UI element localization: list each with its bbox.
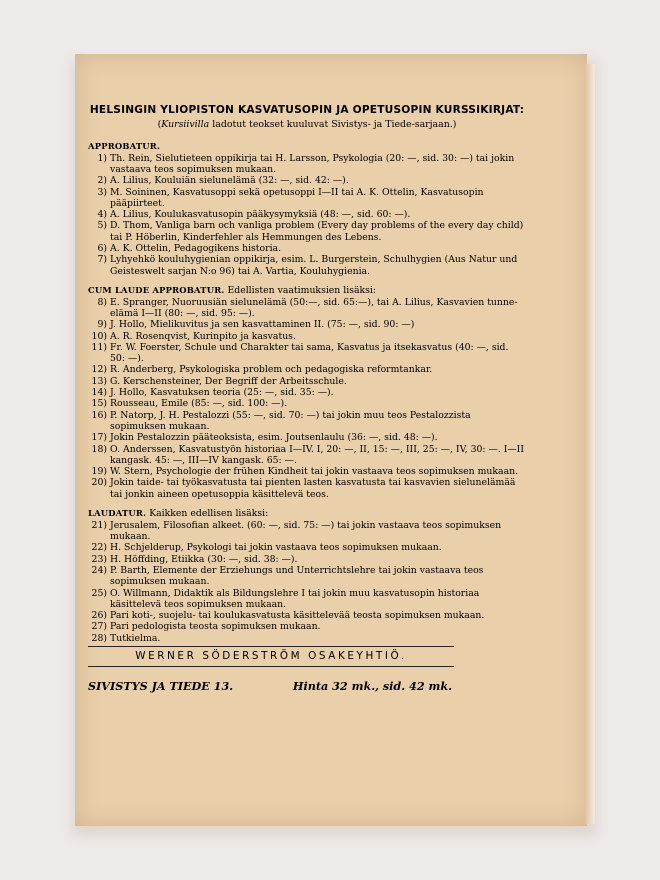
item-number: 5)	[97, 220, 107, 232]
section-heading	[88, 285, 526, 297]
divider-bottom	[88, 666, 454, 667]
list-item	[88, 254, 526, 277]
item-number: 20)	[91, 477, 107, 489]
item-number: 2)	[97, 175, 107, 187]
item-text: E. Spranger, Nuoruusiän sielunelämä (50:—, sid. 65:—), tai A. Lilius, Kasvavien tunne-elämä I—II (80: —, sid. 95: —).	[110, 296, 518, 319]
subtitle-prefix: (	[157, 119, 162, 130]
item-number: 11)	[91, 341, 107, 353]
requirements-list	[88, 141, 526, 644]
series-label: SIVISTYS JA TIEDE 13.	[88, 678, 234, 693]
item-text: A. Lilius, Kouluiän sielunelämä (32: —, sid. 42: —).	[110, 175, 349, 187]
item-number: 25)	[91, 587, 107, 599]
list-item	[88, 220, 526, 243]
list-item	[88, 342, 526, 365]
item-number: 28)	[91, 632, 107, 644]
section-label: LAUDATUR.	[88, 508, 147, 519]
item-text: Th. Rein, Sielutieteen oppikirja tai H. Larsson, Psykologia (20: —, sid. 30: —) tai jokin vastaava teos sopimuksen mukaan.	[110, 152, 515, 175]
section	[88, 141, 526, 277]
item-text: P. Natorp, J. H. Pestalozzi (55: —, sid. 70: —) tai jokin muu teos Pestalozzista sopimuksen mukaan.	[110, 409, 471, 432]
item-text: A. R. Rosenqvist, Kurinpito ja kasvatus.	[110, 330, 296, 342]
item-number: 10)	[91, 330, 107, 342]
item-text: O. Willmann, Didaktik als Bildungslehre I tai jokin muu kasvatusopin historiaa käsittelevä teos sopimuksen mukaan.	[110, 587, 480, 610]
list-item	[88, 209, 526, 220]
item-number: 26)	[91, 610, 107, 622]
list-item	[88, 588, 526, 611]
item-text: D. Thom, Vanliga barn och vanliga problem (Every day problems of the every day child) tai P. Höberlin, Kinderfehler als Hemmungen des Lebens.	[110, 220, 524, 243]
section-heading	[88, 508, 526, 520]
page-title: HELSINGIN YLIOPISTON KASVATUSOPIN JA OPETUSOPIN KURSSIKIRJAT:	[89, 104, 525, 116]
list-item	[88, 398, 526, 409]
item-text: Jerusalem, Filosofian alkeet. (60: —, sid. 75: —) tai jokin vastaava teos sopimuksen mukaan.	[110, 519, 502, 543]
list-item	[88, 542, 526, 553]
item-text: A. Lilius, Koulukasvatusopin pääkysymyksiä (48: —, sid. 60: —).	[110, 209, 411, 221]
section-label: APPROBATUR.	[88, 141, 161, 151]
item-text: A. K. Ottelin, Pedagogikens historia.	[110, 243, 282, 255]
item-text: P. Barth, Elemente der Erziehungs und Unterrichtslehre tai jokin vastaava teos sopimuksen mukaan.	[110, 564, 484, 588]
list-item	[88, 297, 526, 320]
section-intro: Edellisten vaatimuksien lisäksi:	[227, 284, 377, 296]
list-item	[88, 477, 526, 500]
list-item	[88, 319, 526, 330]
item-number: 4)	[97, 209, 107, 221]
item-number: 8)	[97, 296, 107, 308]
item-number: 14)	[91, 387, 107, 399]
list-item	[88, 554, 526, 565]
list-item	[88, 364, 526, 375]
list-item	[88, 410, 526, 433]
item-number: 15)	[91, 398, 107, 410]
list-item	[88, 520, 526, 543]
item-text: Lyhyehkö kouluhygienian oppikirja, esim. L. Burgerstein, Schulhygien (Aus Natur und Geisteswelt sarjan N:o 96) tai A. Vartia, Kouluhygienia.	[110, 254, 518, 277]
item-text: Tutkielma.	[110, 632, 161, 644]
list-item	[88, 187, 526, 210]
page-subtitle	[88, 119, 526, 131]
list-item	[88, 432, 526, 443]
item-text: J. Hollo, Kasvatuksen teoria (25: —, sid. 35: —).	[110, 387, 334, 399]
item-text: W. Stern, Psychologie der frühen Kindheit tai jokin vastaava teos sopimuksen mukaan.	[110, 466, 519, 478]
publisher-name: WERNER SÖDERSTRÖM OSAKEYHTIÖ.	[135, 649, 407, 662]
item-text: R. Anderberg, Psykologiska problem och pedagogiska reformtankar.	[110, 364, 433, 376]
list-item	[88, 444, 526, 467]
item-text: Pari pedologista teosta sopimuksen mukaan.	[110, 621, 321, 633]
list-item	[88, 243, 526, 254]
item-text: Jokin taide- tai työkasvatusta tai pienten lasten kasvatusta tai kasvavien sielunelämää tai jonkin aineen opetusoppia käsittelevä teos.	[110, 477, 516, 500]
item-number: 12)	[91, 364, 107, 376]
item-text: Jokin Pestalozzin pääteoksista, esim. Joutsenlaulu (36: —, sid. 48: —).	[110, 432, 438, 444]
item-text: G. Kerschensteiner, Der Begriff der Arbeitsschule.	[110, 375, 347, 387]
list-item	[88, 387, 526, 398]
footer	[88, 679, 452, 693]
item-number: 7)	[97, 254, 107, 266]
section-heading	[88, 141, 526, 153]
item-text: O. Anderssen, Kasvatustyön historiaa I—IV. I, 20: —, II, 15: —, III, 25: —, IV, 30: —. I—II kangask. 45: —, III—IV kangask. 65: —.	[110, 443, 525, 466]
item-text: Pari koti-, suojelu- tai koulukasvatusta käsittelevää teosta sopimuksen mukaan.	[110, 610, 485, 622]
item-number: 19)	[91, 466, 107, 478]
subtitle-italic: Kursiivilla	[161, 119, 210, 130]
item-number: 23)	[91, 553, 107, 565]
list-item	[88, 466, 526, 477]
section-intro: Kaikken edellisen lisäksi:	[149, 508, 269, 520]
item-number: 1)	[97, 152, 107, 164]
list-item	[88, 175, 526, 186]
item-number: 3)	[97, 186, 107, 198]
item-number: 18)	[91, 443, 107, 455]
item-text: Rousseau, Emile (85: —, sid. 100: —).	[110, 398, 288, 410]
item-number: 27)	[91, 621, 107, 633]
list-item	[88, 633, 526, 644]
list-item	[88, 610, 526, 621]
list-item	[88, 621, 526, 632]
section	[88, 285, 526, 500]
list-item	[88, 331, 526, 342]
list-item	[88, 153, 526, 176]
item-number: 24)	[91, 564, 107, 576]
section	[88, 508, 526, 644]
item-text: J. Hollo, Mielikuvitus ja sen kasvattaminen II. (75: —, sid. 90: —)	[110, 319, 415, 331]
item-text: H. Schjelderup, Psykologi tai jokin vastaava teos sopimuksen mukaan.	[110, 542, 442, 554]
item-number: 16)	[91, 409, 107, 421]
item-number: 6)	[97, 243, 107, 255]
price-label: Hinta 32 mk., sid. 42 mk.	[292, 678, 452, 693]
item-text: H. Höffding, Etiikka (30: —, sid. 38: —).	[110, 553, 298, 565]
item-number: 21)	[91, 519, 107, 531]
subtitle-rest: ladotut teokset kuuluvat Sivistys- ja Tiede-sarjaan.)	[209, 119, 457, 130]
cover-text	[88, 103, 526, 693]
item-text: M. Soininen, Kasvatusoppi sekä opetusoppi I—II tai A. K. Ottelin, Kasvatusopin pääpiirteet.	[110, 186, 484, 209]
item-number: 17)	[91, 432, 107, 444]
list-item	[88, 376, 526, 387]
item-number: 22)	[91, 542, 107, 554]
list-item	[88, 565, 526, 588]
item-number: 13)	[91, 375, 107, 387]
item-number: 9)	[97, 319, 107, 331]
item-text: Fr. W. Foerster, Schule und Charakter tai sama, Kasvatus ja itsekasvatus (40: —, sid. 50: —).	[110, 341, 509, 365]
section-label: CUM LAUDE APPROBATUR.	[88, 284, 225, 295]
